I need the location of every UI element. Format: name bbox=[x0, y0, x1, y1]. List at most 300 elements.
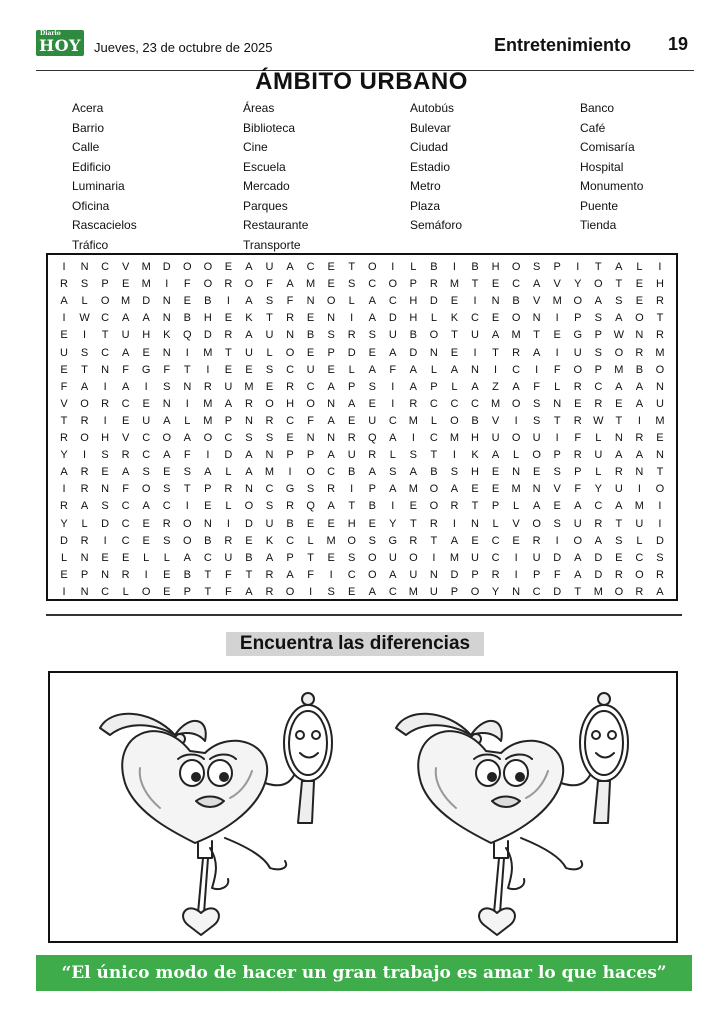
grid-letter[interactable]: U bbox=[121, 329, 130, 342]
grid-letter[interactable]: F bbox=[307, 568, 314, 581]
grid-letter[interactable]: R bbox=[162, 517, 171, 530]
grid-letter[interactable]: T bbox=[101, 329, 109, 342]
grid-letter[interactable]: U bbox=[409, 568, 418, 581]
grid-letter[interactable]: P bbox=[553, 261, 561, 273]
grid-letter[interactable]: S bbox=[327, 329, 335, 342]
grid-letter[interactable]: A bbox=[389, 483, 397, 496]
grid-letter[interactable]: I bbox=[452, 261, 456, 273]
grid-letter[interactable]: T bbox=[348, 500, 356, 513]
grid-letter[interactable]: I bbox=[411, 432, 415, 444]
grid-letter[interactable]: I bbox=[350, 483, 354, 496]
grid-letter[interactable]: N bbox=[162, 397, 171, 410]
grid-letter[interactable]: U bbox=[635, 517, 644, 530]
grid-letter[interactable]: M bbox=[490, 397, 501, 410]
grid-letter[interactable]: N bbox=[80, 551, 89, 564]
grid-letter[interactable]: I bbox=[452, 517, 456, 530]
grid-letter[interactable]: G bbox=[573, 329, 583, 342]
grid-letter[interactable]: S bbox=[553, 466, 561, 479]
grid-letter[interactable]: R bbox=[60, 432, 68, 444]
grid-letter[interactable]: R bbox=[60, 500, 68, 513]
grid-letter[interactable]: D bbox=[655, 534, 664, 547]
grid-letter[interactable]: O bbox=[635, 312, 644, 325]
grid-letter[interactable]: R bbox=[347, 432, 356, 444]
grid-letter[interactable]: O bbox=[141, 483, 151, 496]
grid-letter[interactable]: O bbox=[203, 432, 213, 444]
grid-letter[interactable]: B bbox=[204, 295, 212, 308]
grid-letter[interactable]: M bbox=[203, 414, 213, 427]
grid-letter[interactable]: K bbox=[265, 534, 274, 547]
grid-letter[interactable]: U bbox=[471, 329, 479, 342]
grid-letter[interactable]: T bbox=[615, 517, 623, 530]
grid-letter[interactable]: C bbox=[532, 585, 541, 598]
grid-letter[interactable]: A bbox=[574, 568, 582, 581]
grid-letter[interactable]: S bbox=[265, 432, 274, 444]
grid-letter[interactable]: S bbox=[101, 449, 109, 462]
grid-letter[interactable]: I bbox=[62, 312, 66, 325]
grid-letter[interactable]: S bbox=[656, 551, 664, 564]
grid-letter[interactable]: O bbox=[183, 517, 192, 530]
grid-letter[interactable]: A bbox=[348, 397, 356, 410]
grid-letter[interactable]: I bbox=[473, 346, 477, 359]
grid-letter[interactable]: I bbox=[535, 363, 539, 376]
grid-letter[interactable]: T bbox=[409, 517, 417, 530]
grid-letter[interactable]: U bbox=[491, 432, 500, 444]
grid-letter[interactable]: E bbox=[574, 397, 582, 410]
grid-letter[interactable]: T bbox=[471, 500, 479, 513]
grid-letter[interactable]: N bbox=[635, 329, 644, 342]
grid-letter[interactable]: B bbox=[430, 261, 438, 273]
grid-letter[interactable]: R bbox=[121, 568, 130, 581]
grid-letter[interactable]: B bbox=[286, 517, 294, 530]
grid-letter[interactable]: L bbox=[636, 534, 643, 547]
grid-letter[interactable]: B bbox=[306, 329, 315, 342]
grid-letter[interactable]: I bbox=[391, 380, 395, 393]
grid-letter[interactable]: M bbox=[449, 278, 460, 291]
grid-letter[interactable]: I bbox=[309, 585, 313, 598]
grid-letter[interactable]: M bbox=[306, 278, 316, 291]
grid-letter[interactable]: A bbox=[327, 500, 335, 513]
grid-letter[interactable]: S bbox=[594, 346, 602, 359]
grid-letter[interactable]: I bbox=[452, 449, 456, 462]
grid-letter[interactable]: W bbox=[613, 329, 625, 342]
grid-letter[interactable]: O bbox=[183, 261, 192, 273]
grid-letter[interactable]: B bbox=[204, 534, 212, 547]
grid-letter[interactable]: M bbox=[326, 534, 336, 547]
grid-letter[interactable]: O bbox=[203, 261, 213, 273]
grid-letter[interactable]: M bbox=[408, 483, 418, 496]
grid-letter[interactable]: U bbox=[368, 414, 377, 427]
grid-letter[interactable]: A bbox=[615, 261, 623, 273]
grid-letter[interactable]: A bbox=[121, 312, 130, 325]
grid-letter[interactable]: O bbox=[306, 397, 315, 410]
grid-letter[interactable]: F bbox=[225, 568, 232, 581]
grid-letter[interactable]: Y bbox=[574, 278, 582, 291]
grid-letter[interactable]: D bbox=[101, 517, 110, 530]
grid-letter[interactable]: L bbox=[184, 414, 191, 427]
grid-letter[interactable]: P bbox=[574, 466, 582, 479]
grid-letter[interactable]: I bbox=[555, 432, 559, 444]
grid-letter[interactable]: A bbox=[286, 568, 294, 581]
grid-letter[interactable]: Q bbox=[306, 500, 315, 513]
grid-letter[interactable]: N bbox=[429, 346, 438, 359]
grid-letter[interactable]: M bbox=[203, 397, 213, 410]
grid-letter[interactable]: E bbox=[327, 551, 335, 564]
grid-letter[interactable]: N bbox=[101, 483, 110, 496]
grid-letter[interactable]: Z bbox=[492, 380, 499, 393]
grid-letter[interactable]: G bbox=[388, 534, 398, 547]
grid-letter[interactable]: F bbox=[183, 449, 191, 462]
grid-letter[interactable]: A bbox=[409, 363, 418, 376]
grid-letter[interactable]: S bbox=[368, 329, 376, 342]
grid-letter[interactable]: E bbox=[163, 466, 171, 479]
grid-letter[interactable]: F bbox=[389, 363, 397, 376]
grid-letter[interactable]: S bbox=[409, 449, 418, 462]
grid-letter[interactable]: C bbox=[491, 551, 500, 564]
grid-letter[interactable]: O bbox=[429, 500, 439, 513]
grid-letter[interactable]: S bbox=[615, 295, 623, 308]
grid-letter[interactable]: R bbox=[224, 483, 233, 496]
grid-letter[interactable]: M bbox=[449, 432, 460, 444]
grid-letter[interactable]: A bbox=[635, 449, 644, 462]
grid-letter[interactable]: N bbox=[553, 397, 562, 410]
grid-letter[interactable]: E bbox=[327, 517, 335, 530]
grid-letter[interactable]: U bbox=[614, 483, 623, 496]
grid-letter[interactable]: T bbox=[574, 585, 582, 598]
grid-letter[interactable]: I bbox=[206, 449, 210, 462]
grid-letter[interactable]: H bbox=[491, 261, 500, 273]
grid-letter[interactable]: A bbox=[574, 500, 582, 513]
grid-letter[interactable]: N bbox=[327, 397, 336, 410]
grid-letter[interactable]: T bbox=[204, 568, 212, 581]
grid-letter[interactable]: C bbox=[388, 295, 397, 308]
grid-letter[interactable]: A bbox=[635, 397, 644, 410]
grid-letter[interactable]: S bbox=[101, 500, 109, 513]
grid-letter[interactable]: L bbox=[451, 380, 458, 393]
grid-letter[interactable]: O bbox=[306, 466, 315, 479]
grid-letter[interactable]: S bbox=[142, 466, 150, 479]
grid-letter[interactable]: N bbox=[306, 432, 315, 444]
grid-letter[interactable]: C bbox=[594, 500, 603, 513]
grid-letter[interactable]: Y bbox=[60, 517, 68, 530]
grid-letter[interactable]: A bbox=[80, 380, 89, 393]
grid-letter[interactable]: A bbox=[491, 449, 500, 462]
grid-letter[interactable]: M bbox=[121, 295, 131, 308]
grid-letter[interactable]: S bbox=[368, 534, 376, 547]
grid-letter[interactable]: R bbox=[594, 397, 603, 410]
grid-letter[interactable]: E bbox=[101, 466, 109, 479]
grid-letter[interactable]: O bbox=[470, 585, 480, 598]
grid-letter[interactable]: Q bbox=[367, 432, 377, 444]
grid-letter[interactable]: O bbox=[285, 346, 295, 359]
grid-letter[interactable]: N bbox=[471, 517, 479, 530]
grid-letter[interactable]: T bbox=[348, 261, 356, 273]
grid-letter[interactable]: S bbox=[265, 500, 274, 513]
grid-letter[interactable]: N bbox=[244, 414, 253, 427]
grid-letter[interactable]: C bbox=[121, 397, 130, 410]
grid-letter[interactable]: R bbox=[409, 397, 418, 410]
grid-letter[interactable]: D bbox=[594, 568, 603, 581]
grid-letter[interactable]: R bbox=[655, 295, 664, 308]
grid-letter[interactable]: I bbox=[206, 363, 210, 376]
grid-letter[interactable]: M bbox=[634, 500, 644, 513]
grid-letter[interactable]: I bbox=[658, 261, 662, 273]
grid-letter[interactable]: P bbox=[450, 585, 459, 598]
grid-letter[interactable]: A bbox=[80, 500, 89, 513]
grid-letter[interactable]: S bbox=[183, 466, 191, 479]
grid-letter[interactable]: N bbox=[80, 585, 89, 598]
grid-letter[interactable]: S bbox=[348, 278, 356, 291]
grid-letter[interactable]: E bbox=[183, 295, 191, 308]
grid-letter[interactable]: O bbox=[511, 432, 521, 444]
grid-letter[interactable]: U bbox=[142, 414, 151, 427]
grid-letter[interactable]: U bbox=[60, 346, 68, 359]
grid-letter[interactable]: T bbox=[594, 261, 602, 273]
grid-letter[interactable]: I bbox=[62, 261, 66, 273]
grid-letter[interactable]: D bbox=[347, 346, 356, 359]
grid-letter[interactable]: I bbox=[103, 380, 107, 393]
grid-letter[interactable]: S bbox=[389, 466, 397, 479]
grid-letter[interactable]: A bbox=[265, 551, 274, 564]
grid-letter[interactable]: P bbox=[491, 500, 500, 513]
grid-letter[interactable]: I bbox=[144, 380, 148, 393]
grid-letter[interactable]: R bbox=[655, 568, 664, 581]
grid-letter[interactable]: O bbox=[429, 483, 439, 496]
grid-letter[interactable]: N bbox=[286, 329, 295, 342]
grid-letter[interactable]: E bbox=[512, 534, 520, 547]
grid-letter[interactable]: L bbox=[595, 432, 602, 444]
grid-letter[interactable]: M bbox=[141, 278, 151, 291]
grid-letter[interactable]: D bbox=[244, 517, 253, 530]
grid-letter[interactable]: O bbox=[594, 278, 603, 291]
grid-letter[interactable]: I bbox=[226, 517, 230, 530]
grid-letter[interactable]: H bbox=[347, 517, 356, 530]
grid-letter[interactable]: O bbox=[573, 363, 583, 376]
grid-letter[interactable]: D bbox=[450, 568, 459, 581]
grid-letter[interactable]: N bbox=[101, 568, 110, 581]
grid-letter[interactable]: E bbox=[101, 551, 109, 564]
grid-letter[interactable]: L bbox=[81, 517, 88, 530]
grid-letter[interactable]: D bbox=[142, 295, 151, 308]
grid-letter[interactable]: M bbox=[141, 261, 151, 273]
grid-letter[interactable]: E bbox=[553, 500, 561, 513]
grid-letter[interactable]: E bbox=[532, 466, 541, 479]
grid-letter[interactable]: U bbox=[594, 449, 603, 462]
grid-letter[interactable]: R bbox=[491, 568, 500, 581]
grid-letter[interactable]: V bbox=[553, 278, 561, 291]
grid-letter[interactable]: E bbox=[286, 432, 294, 444]
grid-letter[interactable]: P bbox=[348, 380, 356, 393]
grid-letter[interactable]: U bbox=[224, 551, 233, 564]
grid-letter[interactable]: S bbox=[163, 534, 171, 547]
grid-letter[interactable]: F bbox=[574, 432, 582, 444]
grid-letter[interactable]: U bbox=[471, 551, 479, 564]
grid-letter[interactable]: N bbox=[183, 380, 192, 393]
grid-letter[interactable]: A bbox=[594, 534, 602, 547]
grid-letter[interactable]: R bbox=[265, 414, 274, 427]
grid-letter[interactable]: O bbox=[80, 432, 89, 444]
grid-letter[interactable]: D bbox=[388, 312, 397, 325]
grid-letter[interactable]: L bbox=[430, 414, 437, 427]
grid-letter[interactable]: S bbox=[80, 278, 89, 291]
grid-letter[interactable]: O bbox=[573, 295, 583, 308]
grid-letter[interactable]: O bbox=[614, 346, 624, 359]
grid-letter[interactable]: O bbox=[655, 363, 665, 376]
grid-letter[interactable]: M bbox=[655, 346, 665, 359]
grid-letter[interactable]: E bbox=[553, 329, 561, 342]
grid-letter[interactable]: T bbox=[553, 414, 561, 427]
grid-letter[interactable]: D bbox=[60, 534, 68, 547]
grid-letter[interactable]: F bbox=[574, 483, 582, 496]
grid-letter[interactable]: I bbox=[432, 551, 436, 564]
grid-letter[interactable]: E bbox=[635, 295, 644, 308]
grid-letter[interactable]: S bbox=[532, 397, 541, 410]
grid-letter[interactable]: T bbox=[492, 346, 499, 359]
grid-letter[interactable]: A bbox=[286, 278, 294, 291]
grid-letter[interactable]: A bbox=[491, 329, 500, 342]
grid-letter[interactable]: M bbox=[449, 551, 460, 564]
grid-letter[interactable]: A bbox=[245, 585, 253, 598]
grid-letter[interactable]: C bbox=[101, 346, 110, 359]
grid-letter[interactable]: S bbox=[327, 585, 335, 598]
grid-letter[interactable]: A bbox=[245, 449, 253, 462]
grid-letter[interactable]: I bbox=[226, 295, 230, 308]
grid-letter[interactable]: O bbox=[367, 261, 377, 273]
grid-letter[interactable]: D bbox=[594, 551, 603, 564]
grid-letter[interactable]: T bbox=[656, 466, 664, 479]
grid-letter[interactable]: O bbox=[367, 568, 377, 581]
grid-letter[interactable]: H bbox=[409, 312, 418, 325]
grid-letter[interactable]: O bbox=[265, 397, 274, 410]
grid-letter[interactable]: U bbox=[265, 261, 274, 273]
grid-letter[interactable]: V bbox=[532, 295, 541, 308]
grid-letter[interactable]: I bbox=[473, 295, 477, 308]
grid-letter[interactable]: O bbox=[203, 278, 213, 291]
grid-letter[interactable]: C bbox=[224, 432, 233, 444]
grid-letter[interactable]: I bbox=[62, 585, 66, 598]
grid-letter[interactable]: D bbox=[553, 585, 562, 598]
grid-letter[interactable]: C bbox=[306, 380, 315, 393]
grid-letter[interactable]: E bbox=[121, 414, 130, 427]
grid-letter[interactable]: N bbox=[512, 585, 521, 598]
grid-letter[interactable]: A bbox=[615, 449, 623, 462]
grid-letter[interactable]: B bbox=[409, 329, 418, 342]
grid-letter[interactable]: F bbox=[183, 278, 191, 291]
grid-letter[interactable]: A bbox=[450, 534, 459, 547]
grid-letter[interactable]: A bbox=[532, 346, 541, 359]
grid-letter[interactable]: A bbox=[594, 295, 602, 308]
grid-letter[interactable]: E bbox=[450, 346, 459, 359]
grid-letter[interactable]: I bbox=[637, 483, 641, 496]
grid-letter[interactable]: L bbox=[348, 363, 355, 376]
grid-letter[interactable]: L bbox=[513, 449, 520, 462]
grid-letter[interactable]: A bbox=[60, 466, 68, 479]
grid-letter[interactable]: L bbox=[348, 295, 355, 308]
grid-letter[interactable]: I bbox=[62, 483, 66, 496]
grid-letter[interactable]: A bbox=[389, 568, 397, 581]
grid-letter[interactable]: R bbox=[244, 397, 253, 410]
grid-letter[interactable]: S bbox=[306, 483, 315, 496]
grid-letter[interactable]: U bbox=[265, 517, 274, 530]
grid-letter[interactable]: S bbox=[532, 414, 541, 427]
grid-letter[interactable]: P bbox=[409, 278, 418, 291]
grid-letter[interactable]: M bbox=[511, 329, 521, 342]
grid-letter[interactable]: O bbox=[573, 534, 583, 547]
grid-letter[interactable]: A bbox=[656, 585, 664, 598]
grid-letter[interactable]: K bbox=[163, 329, 171, 342]
grid-letter[interactable]: B bbox=[471, 414, 479, 427]
grid-letter[interactable]: E bbox=[142, 517, 150, 530]
grid-letter[interactable]: R bbox=[573, 449, 582, 462]
grid-letter[interactable]: O bbox=[388, 278, 398, 291]
grid-letter[interactable]: E bbox=[491, 466, 500, 479]
grid-letter[interactable]: U bbox=[388, 329, 397, 342]
grid-letter[interactable]: N bbox=[512, 466, 521, 479]
grid-letter[interactable]: I bbox=[288, 466, 292, 479]
grid-letter[interactable]: C bbox=[121, 534, 130, 547]
grid-letter[interactable]: E bbox=[121, 278, 130, 291]
grid-letter[interactable]: S bbox=[368, 380, 376, 393]
grid-letter[interactable]: O bbox=[80, 397, 89, 410]
grid-letter[interactable]: T bbox=[60, 414, 68, 427]
grid-letter[interactable]: O bbox=[244, 500, 254, 513]
grid-letter[interactable]: S bbox=[615, 534, 623, 547]
grid-letter[interactable]: P bbox=[532, 568, 541, 581]
grid-letter[interactable]: I bbox=[555, 312, 559, 325]
grid-letter[interactable]: P bbox=[286, 449, 294, 462]
grid-letter[interactable]: E bbox=[142, 397, 150, 410]
grid-letter[interactable]: R bbox=[347, 329, 356, 342]
grid-letter[interactable]: I bbox=[185, 500, 189, 513]
grid-letter[interactable]: O bbox=[429, 329, 439, 342]
grid-letter[interactable]: H bbox=[203, 312, 212, 325]
grid-letter[interactable]: H bbox=[471, 466, 479, 479]
grid-letter[interactable]: T bbox=[183, 483, 191, 496]
grid-letter[interactable]: A bbox=[409, 466, 418, 479]
grid-letter[interactable]: C bbox=[306, 261, 315, 273]
grid-letter[interactable]: I bbox=[185, 397, 189, 410]
grid-letter[interactable]: E bbox=[163, 585, 171, 598]
grid-letter[interactable]: N bbox=[429, 568, 438, 581]
grid-letter[interactable]: E bbox=[265, 380, 274, 393]
grid-letter[interactable]: M bbox=[614, 363, 624, 376]
grid-letter[interactable]: E bbox=[491, 483, 500, 496]
grid-letter[interactable]: F bbox=[163, 363, 171, 376]
grid-letter[interactable]: A bbox=[142, 500, 150, 513]
grid-letter[interactable]: P bbox=[368, 483, 376, 496]
grid-letter[interactable]: L bbox=[595, 466, 602, 479]
grid-letter[interactable]: R bbox=[224, 534, 233, 547]
grid-letter[interactable]: A bbox=[532, 278, 541, 291]
grid-letter[interactable]: T bbox=[225, 346, 232, 359]
grid-letter[interactable]: T bbox=[615, 278, 623, 291]
grid-letter[interactable]: L bbox=[430, 312, 437, 325]
grid-letter[interactable]: A bbox=[183, 432, 191, 444]
grid-letter[interactable]: A bbox=[204, 466, 212, 479]
grid-letter[interactable]: I bbox=[144, 568, 148, 581]
grid-letter[interactable]: R bbox=[327, 483, 336, 496]
grid-letter[interactable]: E bbox=[409, 500, 418, 513]
grid-letter[interactable]: T bbox=[204, 585, 212, 598]
grid-letter[interactable]: F bbox=[286, 295, 294, 308]
grid-letter[interactable]: R bbox=[224, 329, 233, 342]
grid-letter[interactable]: S bbox=[163, 380, 171, 393]
grid-letter[interactable]: I bbox=[103, 414, 107, 427]
grid-letter[interactable]: P bbox=[553, 449, 561, 462]
grid-letter[interactable]: U bbox=[532, 551, 541, 564]
grid-letter[interactable]: S bbox=[80, 346, 89, 359]
grid-letter[interactable]: O bbox=[511, 397, 521, 410]
grid-letter[interactable]: G bbox=[141, 363, 151, 376]
